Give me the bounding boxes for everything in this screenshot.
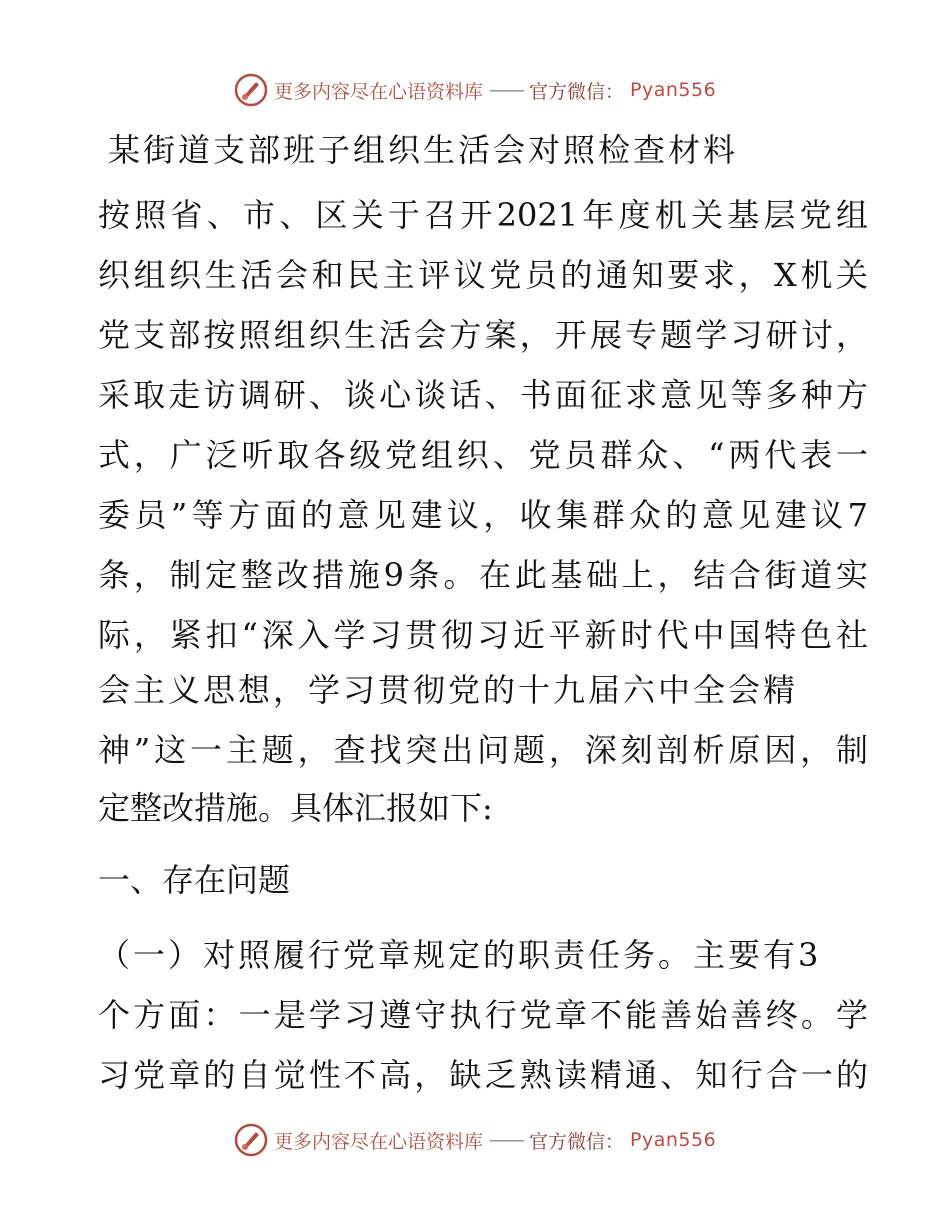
banner-account: Pyan556	[630, 79, 717, 101]
body-line-9: 会主义思想，学习贯彻党的十九届六中全会精	[98, 671, 799, 709]
banner-separator: ——	[489, 79, 524, 101]
body-line-5: 式，广泛听取各级党组织、党员群众、“两代表一	[98, 436, 868, 474]
body-line-3: 党支部按照组织生活会方案，开展专题学习研讨，	[98, 316, 868, 354]
footer-banner	[234, 1120, 716, 1160]
body-line-6: 委员”等方面的意见建议，收集群众的意见建议7	[98, 496, 868, 534]
banner-text: 更多内容尽在心语资料库	[274, 80, 484, 103]
section-heading: 一、存在问题	[98, 861, 291, 899]
banner-account: Pyan556	[630, 1129, 717, 1151]
body-line-2: 织组织生活会和民主评议党员的通知要求，X机关	[98, 256, 868, 294]
body-line-13: （一）对照履行党章规定的职责任务。主要有3	[98, 936, 822, 974]
document-title: 某街道支部班子组织生活会对照检查材料	[108, 131, 739, 169]
body-line-14: 个方面：一是学习遵守执行党章不能善始善终。学	[98, 996, 868, 1034]
brand-logo-icon	[234, 73, 268, 107]
body-line-11: 定整改措施。具体汇报如下:	[98, 789, 493, 827]
body-line-4: 采取走访调研、谈心谈话、书面征求意见等多种方	[98, 376, 868, 414]
banner-separator: ——	[489, 1129, 524, 1151]
body-line-15: 习党章的自觉性不高，缺乏熟读精通、知行合一的	[98, 1056, 868, 1094]
body-line-10: 神”这一主题，查找突出问题，深刻剖析原因，制	[98, 731, 868, 769]
header-banner	[234, 70, 716, 110]
banner-text: 更多内容尽在心语资料库	[274, 1130, 484, 1153]
body-line-1: 按照省、市、区关于召开2021年度机关基层党组	[98, 196, 868, 234]
banner-label: 官方微信：	[529, 1130, 625, 1153]
body-line-7: 条，制定整改措施9条。在此基础上，结合街道实	[98, 556, 868, 594]
body-line-8: 际，紧扣“深入学习贯彻习近平新时代中国特色社	[98, 616, 868, 654]
brand-logo-icon	[234, 1123, 268, 1157]
banner-label: 官方微信：	[529, 80, 625, 103]
